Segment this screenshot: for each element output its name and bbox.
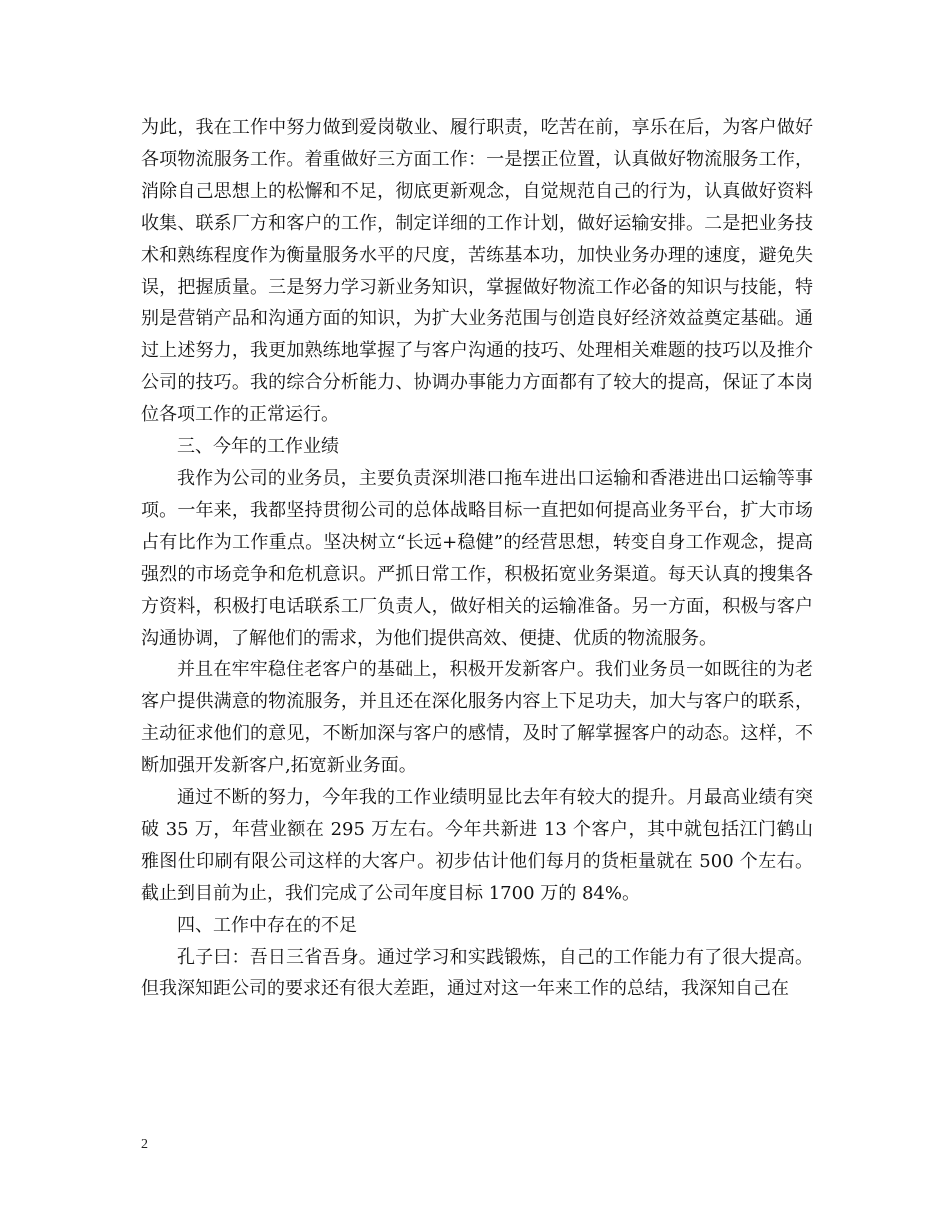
document-body [141, 112, 813, 1005]
section-heading-shortcomings: 四、工作中存在的不足 [177, 914, 357, 936]
body-paragraph-2: 我作为公司的业务员，主要负责深圳港口拖车进出口运输和香港进出口运输等事项。一年来，我都坚持贯彻公司的总体战略目标一直把如何提高业务平台，扩大市场占有比作为工作重点。坚决树立“长远+稳健”的经营思想，转变自身工作观念，提高强烈的市场竞争和危机意识。严抓日常工作，积极拓宽业务渠道。每天认真的搜集各方资料，积极打电话联系工厂负责人，做好相关的运输准备。另一方面，积极与客户沟通协调，了解他们的需求，为他们提供高效、便捷、优质的物流服务。 [141, 467, 813, 649]
section-heading-achievements: 三、今年的工作业绩 [177, 436, 339, 458]
body-paragraph-1: 为此，我在工作中努力做到爱岗敬业、履行职责，吃苦在前，享乐在后，为客户做好各项物流服务工作。着重做好三方面工作：一是摆正位置，认真做好物流服务工作，消除自己思想上的松懈和不足，彻底更新观念，自觉规范自己的行为，认真做好资料收集、联系厂方和客户的工作，制定详细的工作计划，做好运输安排。二是把业务技术和熟练程度作为衡量服务水平的尺度，苦练基本功，加快业务办理的速度，避免失误，把握质量。三是努力学习新业务知识，掌握做好物流工作必备的知识与技能，特别是营销产品和沟通方面的知识，为扩大业务范围与创造良好经济效益奠定基础。通过上述努力，我更加熟练地掌握了与客户沟通的技巧、处理相关难题的技巧以及推介公司的技巧。我的综合分析能力、协调办事能力方面都有了较大的提高，保证了本岗位各项工作的正常运行。 [141, 117, 813, 426]
page-number: 2 [141, 1137, 148, 1152]
body-paragraph-5: 孔子曰：吾日三省吾身。通过学习和实践锻炼，自己的工作能力有了很大提高。但我深知距公司的要求还有很大差距，通过对这一年来工作的总结，我深知自己在 [141, 946, 813, 1000]
body-paragraph-3: 并且在牢牢稳住老客户的基础上，积极开发新客户。我们业务员一如既往的为老客户提供满意的物流服务，并且还在深化服务内容上下足功夫，加大与客户的联系，主动征求他们的意见，不断加深与客户的感情，及时了解掌握客户的动态。这样，不断加强开发新客户,拓宽新业务面。 [141, 659, 813, 777]
body-paragraph-4: 通过不断的努力，今年我的工作业绩明显比去年有较大的提升。月最高业绩有突破 35 万，年营业额在 295 万左右。今年共新进 13 个客户，其中就包括江门鹤山雅图仕印刷有限公司这样的大客户。初步估计他们每月的货柜量就在 500 个左右。截止到目前为止，我们完成了公司年度目标 1700 万的 84%。 [141, 787, 813, 904]
